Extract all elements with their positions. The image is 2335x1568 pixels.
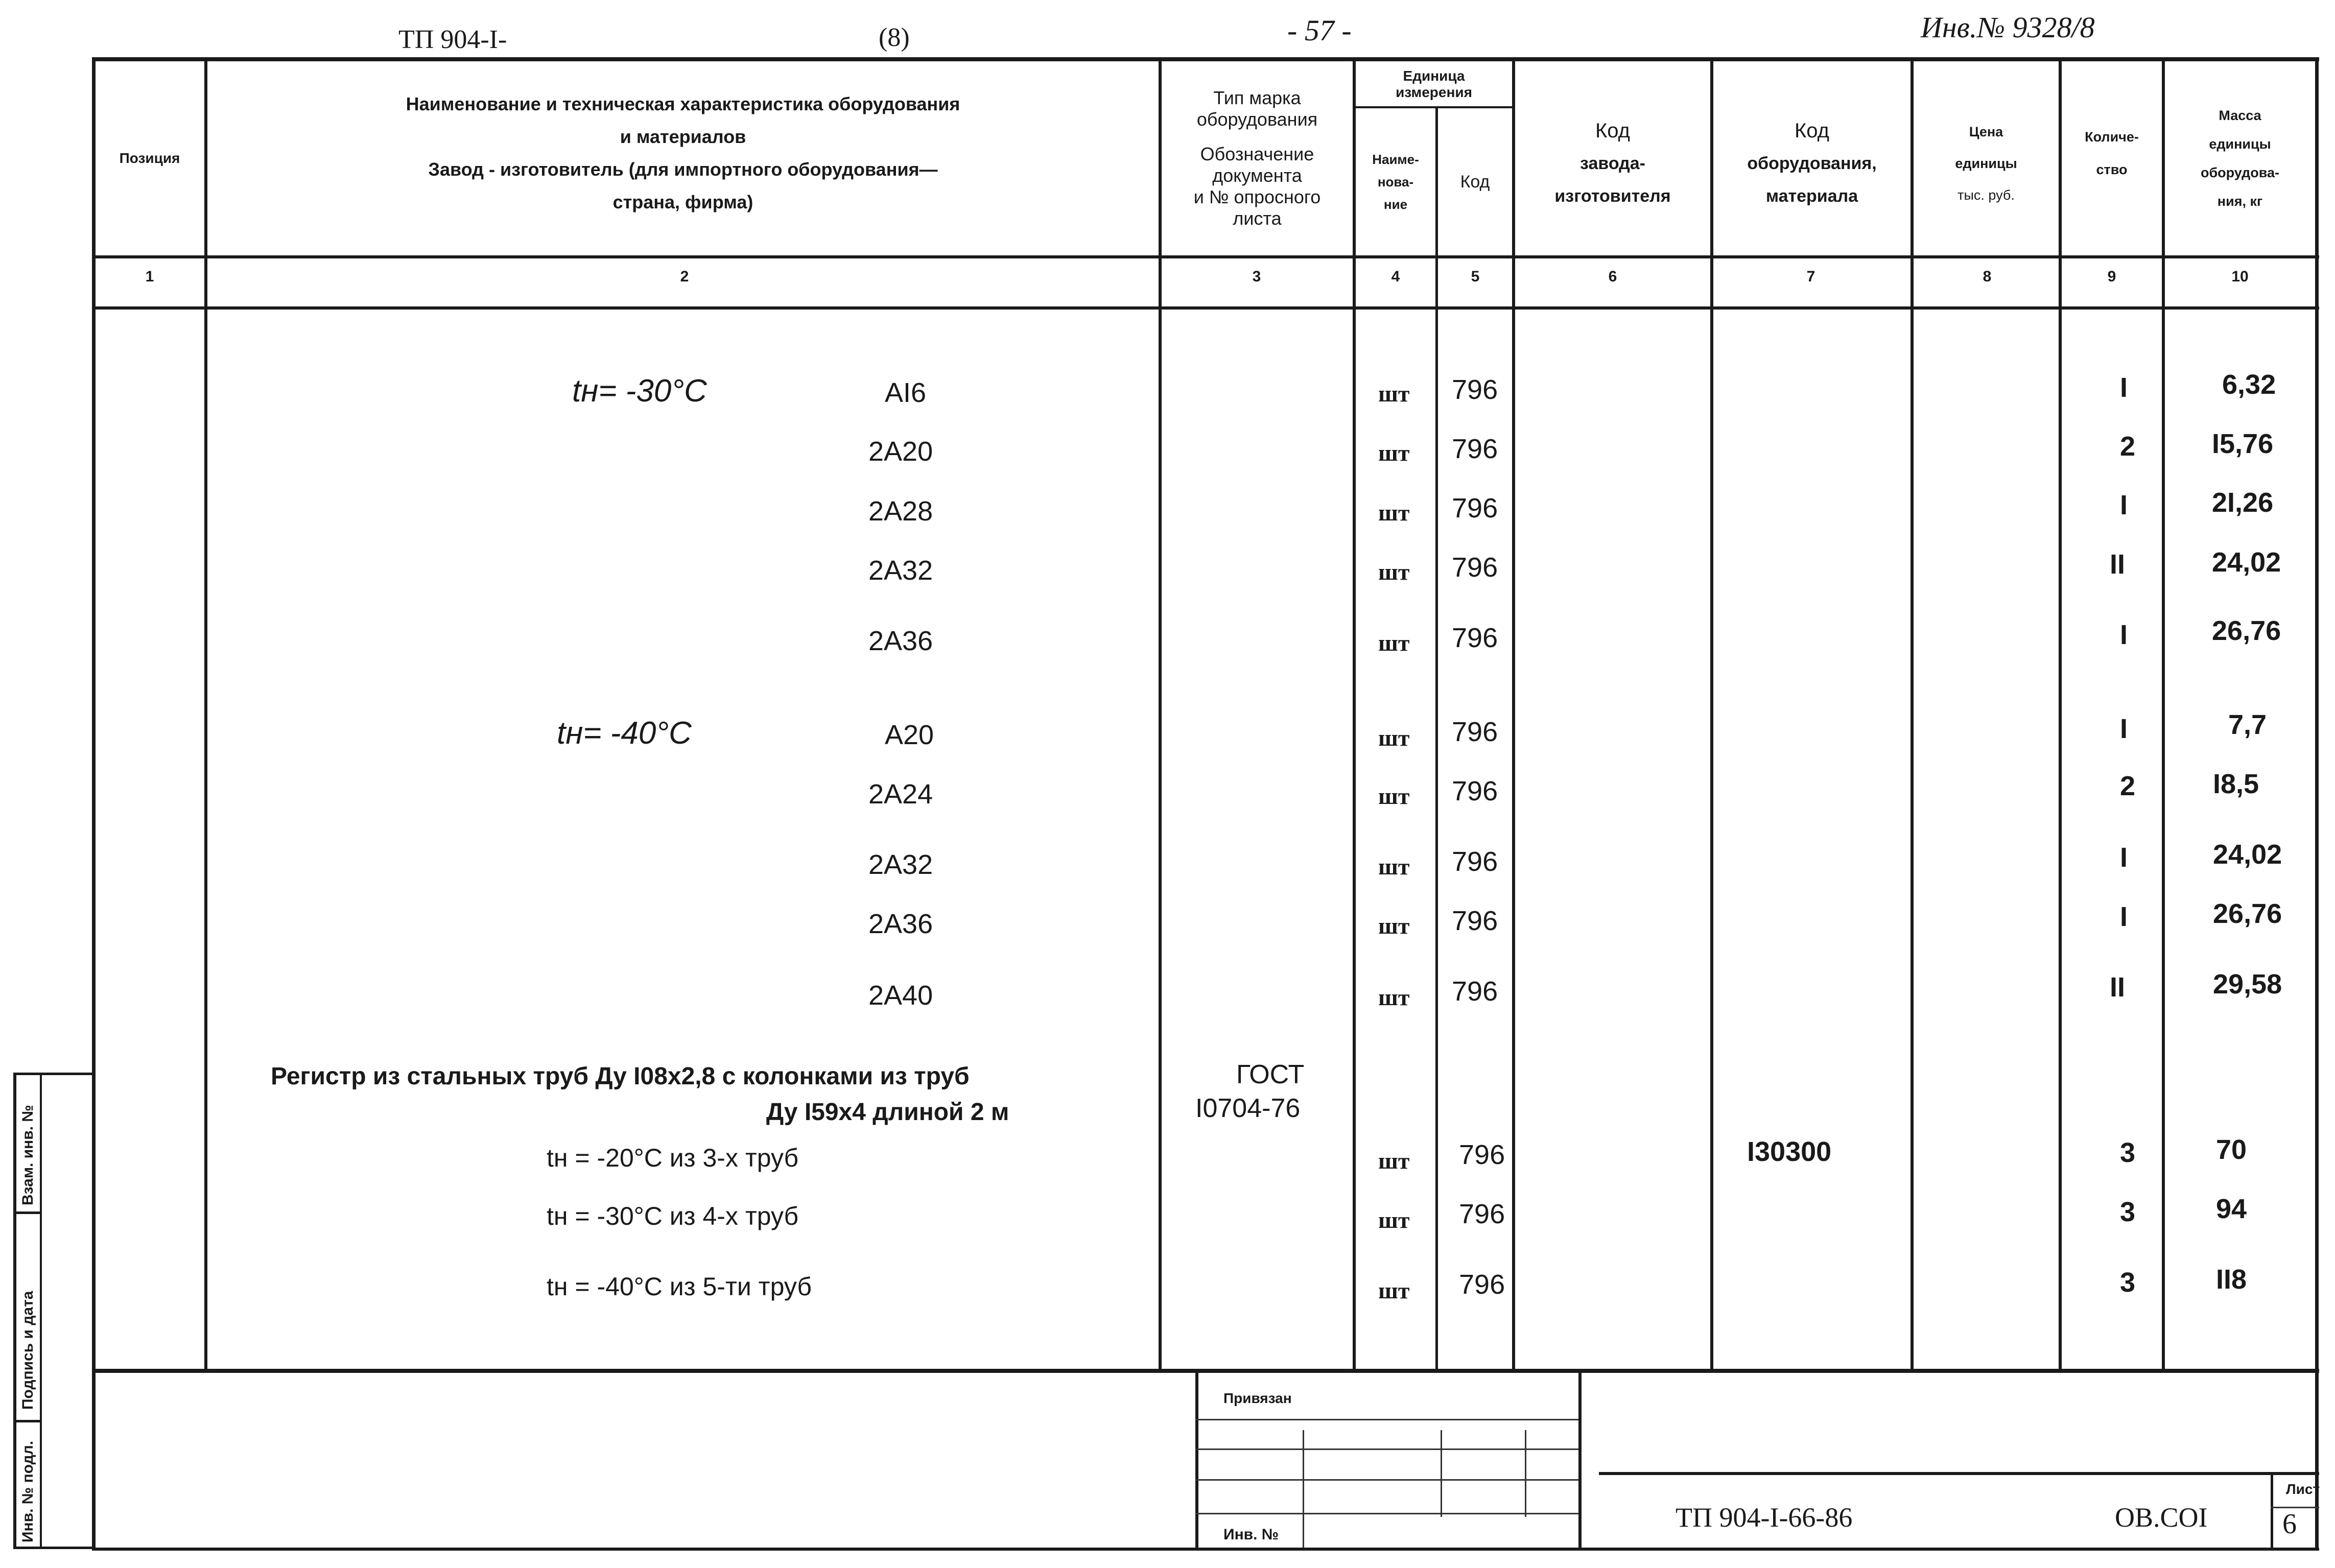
register-item-label: tн = -20°C из 3-х труб xyxy=(547,1144,799,1172)
row-quantity: 2 xyxy=(2120,771,2136,801)
row-code: 796 xyxy=(1452,552,1498,583)
row-quantity: 2 xyxy=(2120,431,2136,462)
row-unit: шт xyxy=(1378,1277,1410,1303)
row-mass: 94 xyxy=(2216,1194,2247,1224)
col-unit-code-header: Код xyxy=(1460,172,1490,192)
row-mass: I8,5 xyxy=(2213,769,2259,799)
row-mass: 6,32 xyxy=(2222,369,2276,400)
row-mark: 2A32 xyxy=(868,849,933,880)
group-temp-label: tн= -40°C xyxy=(557,716,692,751)
row-mass: 26,76 xyxy=(2212,615,2281,646)
row-unit: шт xyxy=(1378,783,1410,809)
row-mass: 26,76 xyxy=(2213,898,2282,929)
row-mass: 2I,26 xyxy=(2212,487,2274,518)
row-code: 796 xyxy=(1452,906,1498,936)
row-mass: I5,76 xyxy=(2212,429,2274,459)
col-unit-name-header: Наиме- нова- ние xyxy=(1372,152,1419,212)
row-code: 796 xyxy=(1459,1139,1505,1170)
col-position-header: Позиция xyxy=(119,150,180,166)
row-mark: 2A32 xyxy=(868,555,933,586)
col-factory-code-header: Код завода- изготовителя xyxy=(1554,120,1671,206)
series-code: ТП 904-I- xyxy=(398,25,507,54)
column-number: 1 xyxy=(145,268,154,285)
row-quantity: I xyxy=(2120,620,2128,650)
row-mark: 2A24 xyxy=(868,779,933,810)
col-quantity-header: Количе- ство xyxy=(2085,129,2139,177)
row-mass: 29,58 xyxy=(2213,969,2282,1000)
attached-label: Привязан xyxy=(1223,1390,1292,1406)
row-unit: шт xyxy=(1378,984,1410,1010)
row-unit: шт xyxy=(1378,630,1410,656)
col-material-code-header: Код оборудования, материала xyxy=(1747,120,1877,206)
group-temp-label: tн= -30°C xyxy=(572,373,707,409)
row-mark: 2A40 xyxy=(868,980,933,1011)
column-number: 6 xyxy=(1608,268,1617,285)
register-title-cont: Ду I59x4 длиной 2 м xyxy=(766,1099,1009,1126)
row-mark: AI6 xyxy=(885,377,927,408)
side-stamp-original-inv: Инв. № подл. xyxy=(19,1440,36,1542)
row-mark: A20 xyxy=(885,720,934,750)
row-material-code: I30300 xyxy=(1747,1136,1832,1167)
row-unit: шт xyxy=(1378,853,1410,880)
sheet-code: ОВ.СОI xyxy=(2115,1502,2208,1533)
row-code: 796 xyxy=(1452,374,1498,405)
row-code: 796 xyxy=(1452,846,1498,877)
row-code: 796 xyxy=(1452,976,1498,1007)
column-number: 9 xyxy=(2107,268,2116,285)
page-number: - 57 - xyxy=(1287,14,1352,47)
row-unit: шт xyxy=(1378,1148,1410,1174)
row-code: 796 xyxy=(1452,623,1498,653)
col-unit-group-header: Единица измерения xyxy=(1396,68,1472,100)
row-unit: шт xyxy=(1378,500,1410,526)
row-mass: 70 xyxy=(2216,1134,2247,1165)
side-stamp-replaced-inv: Взам. инв. № xyxy=(19,1105,36,1205)
row-quantity: 3 xyxy=(2120,1197,2136,1227)
row-quantity: I xyxy=(2120,901,2128,932)
row-mark: 2A28 xyxy=(868,496,933,527)
side-stamp-signature-date: Подпись и дата xyxy=(19,1291,36,1410)
row-unit: шт xyxy=(1378,559,1410,585)
sheet-label: Лист xyxy=(2286,1481,2320,1497)
row-quantity: 3 xyxy=(2120,1137,2136,1168)
sheet-mark: (8) xyxy=(879,23,910,52)
row-unit: шт xyxy=(1378,1207,1410,1233)
row-unit: шт xyxy=(1378,440,1410,466)
column-number: 7 xyxy=(1806,268,1815,285)
column-number: 5 xyxy=(1471,268,1480,285)
row-code: 796 xyxy=(1452,776,1498,806)
row-mass: 7,7 xyxy=(2228,709,2267,740)
row-code: 796 xyxy=(1452,434,1498,464)
sheet-number: 6 xyxy=(2282,1508,2297,1540)
register-item-label: tн = -30°C из 4-х труб xyxy=(547,1202,799,1230)
row-mark: 2A36 xyxy=(868,909,933,939)
row-quantity: II xyxy=(2110,972,2126,1003)
inv-number-label: Инв. № xyxy=(1223,1526,1279,1543)
row-code: 796 xyxy=(1459,1199,1505,1229)
row-quantity: I xyxy=(2120,714,2128,744)
col-mass-header: Масса единицы оборудова- ния, кг xyxy=(2200,108,2280,209)
row-code: 796 xyxy=(1452,493,1498,524)
row-quantity: I xyxy=(2120,490,2128,520)
register-doc: ГОСТ xyxy=(1236,1060,1305,1089)
column-number: 4 xyxy=(1391,268,1400,285)
row-unit: шт xyxy=(1378,381,1410,407)
col-type-header: Тип марка оборудования Обозначение документа и № опросного листа xyxy=(1193,87,1321,229)
column-number: 10 xyxy=(2231,268,2249,285)
row-code: 796 xyxy=(1459,1269,1505,1300)
register-title: Регистр из стальных труб Ду I08x2,8 с колонками из труб xyxy=(271,1063,970,1090)
row-code: 796 xyxy=(1452,717,1498,747)
row-unit: шт xyxy=(1378,913,1410,939)
register-doc: I0704-76 xyxy=(1195,1094,1301,1123)
document-code: ТП 904-I-66-86 xyxy=(1676,1502,1853,1533)
row-mass: 24,02 xyxy=(2212,547,2281,578)
col-name-header: Наименование и техническая характеристика оборудования и материалов Завод - изготовитель (для импортного оборудования— страна, фирма) xyxy=(406,93,960,212)
register-item-label: tн = -40°C из 5-ти труб xyxy=(547,1272,812,1301)
column-number: 2 xyxy=(680,268,689,285)
row-quantity: I xyxy=(2120,842,2128,873)
column-number: 8 xyxy=(1983,268,1992,285)
row-quantity: II xyxy=(2110,549,2126,580)
row-mark: 2A20 xyxy=(868,436,933,467)
col-price-header: Цена единицы тыс. руб. xyxy=(1955,124,2017,203)
row-mass: II8 xyxy=(2216,1264,2247,1295)
row-unit: шт xyxy=(1378,725,1410,751)
row-mark: 2A36 xyxy=(868,626,933,656)
row-quantity: I xyxy=(2120,372,2128,403)
column-number: 3 xyxy=(1252,268,1261,285)
row-mass: 24,02 xyxy=(2213,839,2282,870)
row-quantity: 3 xyxy=(2120,1267,2136,1298)
inventory-number: Инв.№ 9328/8 xyxy=(1921,11,2095,44)
